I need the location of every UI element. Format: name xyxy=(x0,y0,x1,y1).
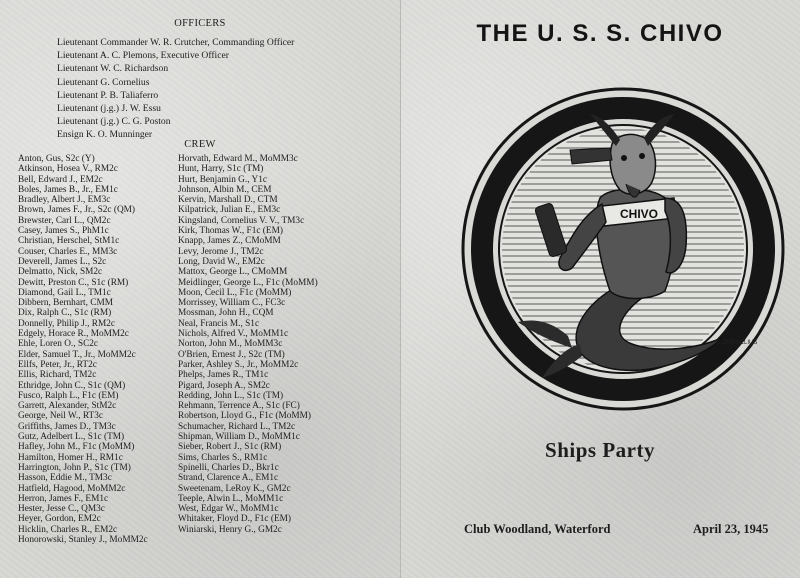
crew-entry: Harrington, John P., S1c (TM) xyxy=(18,462,131,473)
officers-heading: OFFICERS xyxy=(174,18,226,29)
officer-entry: Lieutenant A. C. Plemons, Executive Officer xyxy=(57,50,229,62)
crew-entry: Meidlinger, George L., F1c (MoMM) xyxy=(178,277,318,288)
crew-entry: Strand, Clarence A., EM1c xyxy=(178,473,279,484)
crew-column-right xyxy=(178,154,318,535)
crew-entry: Couser, Charles E., MM3c xyxy=(18,246,118,257)
crew-entry: Ethridge, John C., S1c (QM) xyxy=(18,380,126,391)
crew-entry: Morrissey, William C., FC3c xyxy=(178,298,286,309)
crew-entry: Hurt, Benjamin G., Y1c xyxy=(178,174,267,185)
crew-entry: Nichols, Alfred V., MoMM1c xyxy=(178,329,289,340)
officer-entry: Lieutenant G. Cornelius xyxy=(57,76,150,88)
crew-entry: Gutz, Adelbert L., S1c (TM) xyxy=(18,432,125,443)
emblem-banner-text: CHIVO xyxy=(619,207,659,221)
crew-entry: Ellis, Richard, TM2c xyxy=(18,370,97,381)
crew-entry: Teeple, Alwin L., MoMM1c xyxy=(178,493,284,504)
crew-entry: Griffiths, James D., TM3c xyxy=(18,421,116,432)
crew-entry: Schumacher, Richard L., TM2c xyxy=(178,421,296,432)
crew-entry: Casey, James S., PhM1c xyxy=(18,226,109,237)
crew-entry: Hafley, John M., F1c (MoMM) xyxy=(18,442,135,453)
officer-entry: Lieutenant (j.g.) C. G. Poston xyxy=(57,116,171,128)
crew-entry: Heyer, Gordon, EM2c xyxy=(18,514,101,525)
crew-entry: Parker, Ashley S., Jr., MoMM2c xyxy=(178,359,299,370)
crew-entry: Neal, Francis M., S1c xyxy=(178,318,260,329)
crew-entry: Norton, John M., MoMM3c xyxy=(178,339,283,350)
crew-entry: Spinelli, Charles D., Bkr1c xyxy=(178,462,279,473)
crew-entry: Donnelly, Philip J., RM2c xyxy=(18,318,116,329)
crew-entry: Whitaker, Floyd D., F1c (EM) xyxy=(178,514,291,525)
crew-entry: Levy, Jerome J., TM2c xyxy=(178,246,264,257)
crew-entry: Winiarski, Henry G., GM2c xyxy=(178,524,282,535)
event-venue: Club Woodland, Waterford xyxy=(464,522,611,536)
crew-entry: Rehmann, Terrence A., S1c (FC) xyxy=(178,401,300,412)
crew-entry: Hicklin, Charles R., EM2c xyxy=(18,524,118,535)
crew-entry: Edgely, Horace R., MoMM2c xyxy=(18,329,129,340)
ship-title: THE U. S. S. CHIVO xyxy=(476,20,724,47)
crew-entry: Dix, Ralph C., S1c (RM) xyxy=(18,308,112,319)
crew-column-left xyxy=(18,154,148,545)
crew-entry: Bell, Edward J., EM2c xyxy=(18,174,103,185)
crew-entry: Atkinson, Hosea V., RM2c xyxy=(18,164,118,175)
officer-entry: Lieutenant Commander W. R. Crutcher, Commanding Officer xyxy=(57,37,295,48)
event-date: April 23, 1945 xyxy=(693,522,769,536)
crew-entry: Kirk, Thomas W., F1c (EM) xyxy=(178,226,283,237)
crew-entry: Kilpatrick, Julian E., EM3c xyxy=(178,205,281,216)
crew-entry: George, Neil W., RT3c xyxy=(18,411,103,422)
officer-entry: Lieutenant (j.g.) J. W. Essu xyxy=(57,103,161,115)
crew-entry: Boles, James B., Jr., EM1c xyxy=(18,184,118,195)
crew-entry: Hester, Jesse C., QM3c xyxy=(18,504,105,515)
officers-list xyxy=(57,36,294,142)
crew-entry: O'Brien, Ernest J., S2c (TM) xyxy=(178,349,285,360)
crew-entry: Phelps, James R., TM1c xyxy=(178,370,269,381)
crew-entry: Hunt, Harry, S1c (TM) xyxy=(178,164,264,175)
crew-entry: Mossman, John H., CQM xyxy=(178,308,274,319)
crew-entry: Kervin, Marshall D., CTM xyxy=(178,195,278,206)
crew-entry: Herron, James F., EM1c xyxy=(18,493,109,504)
officer-entry: Lieutenant W. C. Richardson xyxy=(57,63,169,75)
crew-entry: Garrett, Alexander, StM2c xyxy=(18,401,117,412)
crew-entry: West, Edgar W., MoMM1c xyxy=(178,504,279,515)
goat-mermaid-emblem-icon xyxy=(460,86,786,412)
crew-entry: Sweetenam, LeRoy K., GM2c xyxy=(178,483,291,494)
crew-entry: Johnson, Albin M., CEM xyxy=(178,184,272,195)
crew-entry: Knapp, James Z., CMoMM xyxy=(178,236,281,247)
crew-entry: Sieber, Robert J., S1c (RM) xyxy=(178,442,282,453)
crew-entry: Shipman, William D., MoMM1c xyxy=(178,432,300,443)
crew-entry: Brewster, Carl L., QM2c xyxy=(18,215,111,226)
crew-entry: Anton, Gus, S2c (Y) xyxy=(18,154,95,164)
crew-entry: Moon, Cecil L., F1c (MoMM) xyxy=(178,287,292,298)
crew-entry: Ehle, Loren O., SC2c xyxy=(18,339,99,350)
crew-entry: Christian, Herschel, StM1c xyxy=(18,236,120,247)
crew-heading: CREW xyxy=(184,139,216,150)
crew-entry: Horvath, Edward M., MoMM3c xyxy=(178,154,298,164)
crew-entry: Hamilton, Homer H., RM1c xyxy=(18,452,123,463)
crew-entry: Honorowski, Stanley J., MoMM2c xyxy=(18,534,148,545)
crew-entry: Pigard, Joseph A., SM2c xyxy=(178,380,270,391)
officer-entry: Ensign K. O. Munninger xyxy=(57,129,153,141)
crew-entry: Redding, John L., S1c (TM) xyxy=(178,390,284,401)
crew-entry: Long, David W., EM2c xyxy=(178,256,265,267)
crew-entry: Diamond, Gail L., TM1c xyxy=(18,287,111,298)
crew-entry: Elder, Samuel T., Jr., MoMM2c xyxy=(18,349,136,360)
crew-entry: Deverell, James L., S2c xyxy=(18,256,107,267)
event-title: Ships Party xyxy=(545,438,655,462)
crew-entry: Mattox, George L., CMoMM xyxy=(178,267,288,278)
crew-entry: Hasson, Eddie M., TM3c xyxy=(18,473,112,484)
artist-signature: G.CORNELIUS xyxy=(716,340,758,346)
crew-entry: Kingsland, Cornelius V. V., TM3c xyxy=(178,215,305,226)
crew-entry: Sims, Charles S., RM1c xyxy=(178,452,268,463)
crew-entry: Fusco, Ralph L., F1c (EM) xyxy=(18,390,119,401)
crew-entry: Robertson, Lloyd G., F1c (MoMM) xyxy=(178,411,311,422)
crew-entry: Hatfield, Hagood, MoMM2c xyxy=(18,483,126,494)
crew-entry: Ellfs, Peter, Jr., RT2c xyxy=(18,359,97,370)
crew-entry: Dibbern, Bernhart, CMM xyxy=(18,298,114,309)
officer-entry: Lieutenant P. B. Taliaferro xyxy=(57,89,159,101)
crew-entry: Brown, James F., Jr., S2c (QM) xyxy=(18,205,136,216)
crew-entry: Bradley, Albert J., EM3c xyxy=(18,195,111,206)
crew-entry: Dewitt, Preston C., S1c (RM) xyxy=(18,277,129,288)
crew-entry: Delmatto, Nick, SM2c xyxy=(18,267,103,278)
